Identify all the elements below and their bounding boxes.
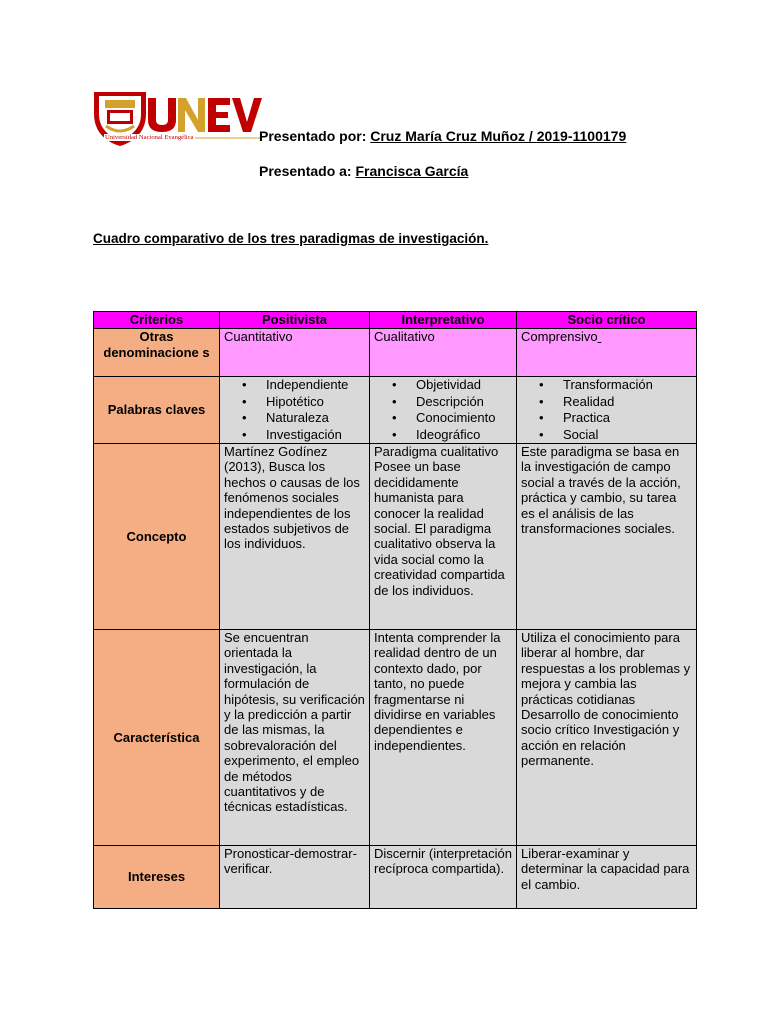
presented-by-line <box>259 128 626 144</box>
table-cell <box>517 329 697 377</box>
table-cell: Utiliza el conocimiento para liberar al hombre, dar respuestas a los problemas y mejora y cambia las prácticas cotidianas Desarrollo de conocimiento socio crítico Investigación y acción en relación permanente. <box>517 630 697 846</box>
list-item: • Transformación <box>563 377 696 394</box>
table-cell: Cualitativo <box>370 329 517 377</box>
header-socio-critico: Socio crítico <box>517 312 697 329</box>
header-criterios: Criterios <box>94 312 220 329</box>
table-cell: Se encuentran orientada la investigación, la formulación de hipótesis, su verificación y la predicción a partir de las mismas, la sobrevaloración del experimento, el empleo de métodos cuantitativos y de técnicas estadísticas. <box>220 630 370 846</box>
presented-to-label: Presentado a: <box>259 163 352 179</box>
table-cell: Martínez Godínez (2013), Busca los hechos o causas de los fenómenos sociales independientes de los estados subjetivos de los individuos. <box>220 444 370 630</box>
list-item: • Hipotético <box>266 394 369 411</box>
student-id: 2019-1100179 <box>536 128 627 144</box>
list-item: • Descripción <box>416 394 516 411</box>
table-cell: Liberar-examinar y determinar la capacidad para el cambio. <box>517 846 697 909</box>
comparison-table <box>93 311 697 909</box>
document-title: Cuadro comparativo de los tres paradigmas de investigación. <box>93 231 489 246</box>
header-positivista: Positivista <box>220 312 370 329</box>
keyword-list <box>517 377 696 443</box>
table-row <box>94 377 697 444</box>
list-item: • Independiente <box>266 377 369 394</box>
presented-to-line <box>259 163 468 179</box>
presented-to-name: Francisca García <box>355 163 469 179</box>
table-row <box>94 329 697 377</box>
list-item: • Naturaleza <box>266 410 369 427</box>
table-cell: Paradigma cualitativo Posee un base decididamente humanista para conocer la realidad social. El paradigma cualitativo observa la vida social como la creatividad compartida de los individuos. <box>370 444 517 630</box>
table-cell <box>220 377 370 444</box>
table-cell <box>370 377 517 444</box>
header-interpretativo: Interpretativo <box>370 312 517 329</box>
list-item: • Objetividad <box>416 377 516 394</box>
list-item: • Investigación <box>266 427 369 444</box>
table-header-row <box>94 312 697 329</box>
table-cell: Cuantitativo <box>220 329 370 377</box>
logo-subtitle: Universidad Nacional Evangélica <box>105 134 194 141</box>
list-item: • Ideográfico <box>416 427 516 444</box>
criterion-palabras-claves: Palabras claves <box>94 377 220 444</box>
keyword-list <box>370 377 516 443</box>
list-item: • Social <box>563 427 696 444</box>
list-item: • Conocimiento <box>416 410 516 427</box>
list-item: • Practica <box>563 410 696 427</box>
name-id-separator: / <box>525 128 537 144</box>
presented-by-name: Cruz María Cruz Muñoz <box>370 128 526 144</box>
unev-logo <box>92 84 262 150</box>
list-item: • Realidad <box>563 394 696 411</box>
criterion-concepto: Concepto <box>94 444 220 630</box>
table-cell: Pronosticar-demostrar-verificar. <box>220 846 370 909</box>
table-cell: Discernir (interpretación recíproca compartida). <box>370 846 517 909</box>
criterion-otras-denominaciones: Otras denominacione s <box>94 329 220 377</box>
table-cell <box>517 377 697 444</box>
table-cell: Este paradigma se basa en la investigación de campo social a través de la acción, práctica y cambio, su tarea es el análisis de las transformaciones sociales. <box>517 444 697 630</box>
cell-text: Comprensivo <box>521 329 598 344</box>
criterion-intereses: Intereses <box>94 846 220 909</box>
table-row <box>94 444 697 630</box>
keyword-list <box>220 377 369 443</box>
table-row <box>94 630 697 846</box>
presented-by-label: Presentado por: <box>259 128 367 144</box>
criterion-caracteristica: Característica <box>94 630 220 846</box>
table-cell: Intenta comprender la realidad dentro de un contexto dado, por tanto, no puede fragmentarse ni dividirse en variables dependientes e independientes. <box>370 630 517 846</box>
table-row <box>94 846 697 909</box>
